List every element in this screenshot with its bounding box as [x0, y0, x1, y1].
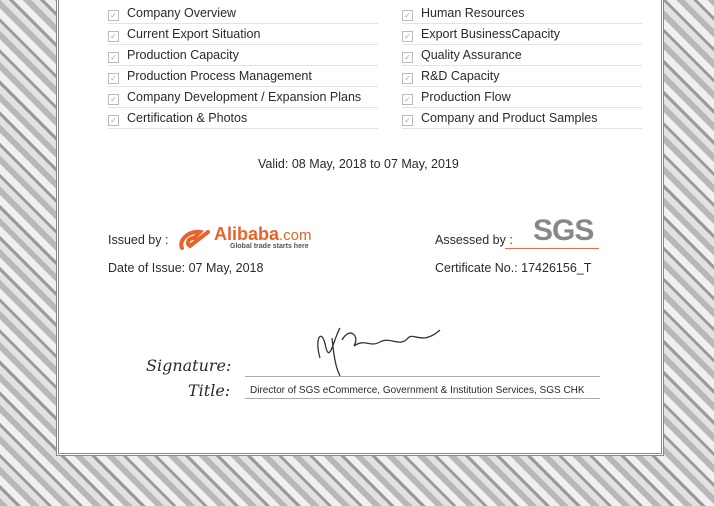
validity: Valid: 08 May, 2018 to 07 May, 2019 [258, 157, 459, 171]
checklist-item [108, 108, 378, 129]
checklist-item [402, 108, 642, 129]
assessed-by-label: Assessed by : [435, 233, 513, 247]
checklist-item [402, 3, 642, 24]
checkbox-icon: ✓ [108, 115, 119, 126]
checklist-item [402, 24, 642, 45]
checkbox-icon: ✓ [108, 10, 119, 21]
title-value: Director of SGS eCommerce, Government & Institution Services, SGS CHK [250, 385, 585, 396]
checklist-item [402, 66, 642, 87]
checkbox-icon: ✓ [402, 31, 413, 42]
checklist-item [108, 66, 378, 87]
issued-by-label: Issued by : [108, 233, 169, 247]
cert-label: Certificate No.: [435, 261, 518, 275]
cert-value: 17426156_T [521, 261, 592, 275]
checklist-label: Quality Assurance [421, 48, 522, 62]
sgs-logo: SGS [505, 214, 599, 249]
checklist-label: Production Flow [421, 90, 511, 104]
checklist-label: Production Capacity [127, 48, 239, 62]
checkbox-icon: ✓ [402, 10, 413, 21]
checkbox-icon: ✓ [402, 115, 413, 126]
checklist-label: R&D Capacity [421, 69, 500, 83]
checkbox-icon: ✓ [108, 31, 119, 42]
date-of-issue [108, 261, 263, 275]
handwritten-signature [310, 318, 450, 378]
checkbox-icon: ✓ [402, 52, 413, 63]
checkbox-icon: ✓ [108, 94, 119, 105]
checklist-label: Company Overview [127, 6, 237, 20]
title-label: Title: [188, 381, 231, 400]
checkbox-icon: ✓ [402, 73, 413, 84]
checklist-label: Certification & Photos [127, 111, 248, 125]
checkbox-icon: ✓ [108, 73, 119, 84]
checklist-label: Current Export Situation [127, 27, 261, 41]
checklist-label: Company Development / Expansion Plans [127, 90, 362, 104]
checklist-item [108, 3, 378, 24]
checklist-item [108, 24, 378, 45]
checklist-label: Production Process Management [127, 69, 312, 83]
checklist-label: Export BusinessCapacity [421, 27, 560, 41]
checklist-label: Company and Product Samples [421, 111, 598, 125]
checkbox-icon: ✓ [402, 94, 413, 105]
signature-label: Signature: [146, 356, 232, 375]
checklist-item [402, 87, 642, 108]
date-value: 07 May, 2018 [188, 261, 264, 275]
checklist-item [402, 45, 642, 66]
checkbox-icon: ✓ [108, 52, 119, 63]
certificate-number [435, 261, 591, 275]
checklist-item [108, 45, 378, 66]
checklist-item [108, 87, 378, 108]
signature-line [245, 376, 600, 377]
title-line [245, 398, 600, 399]
date-label: Date of Issue: [108, 261, 186, 275]
checklist-label: Human Resources [421, 6, 525, 20]
alibaba-logo: Alibaba.com Global trade starts here [178, 224, 314, 254]
